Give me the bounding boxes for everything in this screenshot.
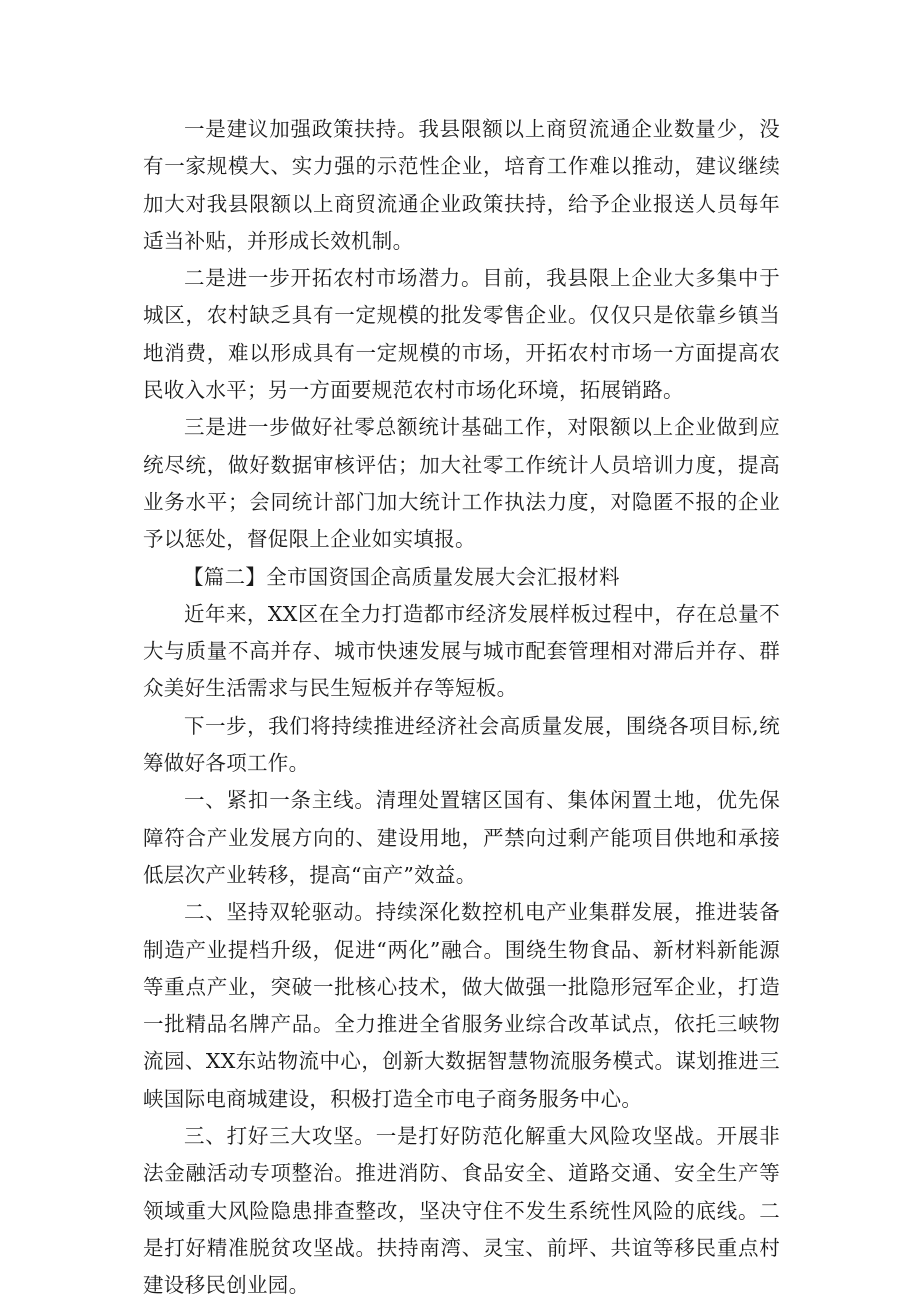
- section-heading: 【篇二】全市国资国企高质量发展大会汇报材料: [182, 564, 620, 589]
- paragraph-main-line: 一、紧扣一条主线。清理处置辖区国有、集体闲置土地，优先保障符合产业发展方向的、建设用地，严禁向过剩产能项目供地和承接低层次产业转移，提高“亩产”效益。: [143, 788, 780, 887]
- paragraph-next-step: 下一步，我们将持续推进经济社会高质量发展，围绕各项目标,统筹做好各项工作。: [143, 713, 780, 776]
- paragraph-rural-market: 二是进一步开拓农村市场潜力。目前，我县限上企业大多集中于城区，农村缺乏具有一定规模的批发零售企业。仅仅只是依靠乡镇当地消费，难以形成具有一定规模的市场，开拓农村市场一方面提高农民收入水平；另一方面要规范农村市场化环境，拓展销路。: [143, 266, 780, 403]
- paragraph-dual-drive: 二、坚持双轮驱动。持续深化数控机电产业集群发展，推进装备制造产业提档升级，促进“两化”融合。围绕生物食品、新材料新能源等重点产业，突破一批核心技术，做大做强一批隐形冠军企业，打造一批精品名牌产品。全力推进全省服务业综合改革试点，依托三峡物流园、XX东站物流中心，创新大数据智慧物流服务模式。谋划推进三峡国际电商城建设，积极打造全市电子商务服务中心。: [143, 900, 780, 1111]
- document-body: [143, 111, 780, 1305]
- paragraph-policy-support: 一是建议加强政策扶持。我县限额以上商贸流通企业数量少，没有一家规模大、实力强的示范性企业，培育工作难以推动，建议继续加大对我县限额以上商贸流通企业政策扶持，给予企业报送人员每年适当补贴，并形成长效机制。: [143, 117, 780, 253]
- paragraph-three-battles: 三、打好三大攻坚。一是打好防范化解重大风险攻坚战。开展非法金融活动专项整治。推进消防、食品安全、道路交通、安全生产等领域重大风险隐患排查整改，坚决守住不发生系统性风险的底线。二是打好精准脱贫攻坚战。扶持南湾、灵宝、前坪、共谊等移民重点村建设移民创业园。: [143, 1124, 780, 1298]
- paragraph-recent-years: 近年来，XX区在全力打造都市经济发展样板过程中，存在总量不大与质量不高并存、城市快速发展与城市配套管理相对滞后并存、群众美好生活需求与民生短板并存等短板。: [143, 601, 780, 701]
- paragraph-statistics-work: 三是进一步做好社零总额统计基础工作，对限额以上企业做到应统尽统，做好数据审核评估；加大社零工作统计人员培训力度，提高业务水平；会同统计部门加大统计工作执法力度，对隐匿不报的企业予以惩处，督促限上企业如实填报。: [143, 415, 780, 552]
